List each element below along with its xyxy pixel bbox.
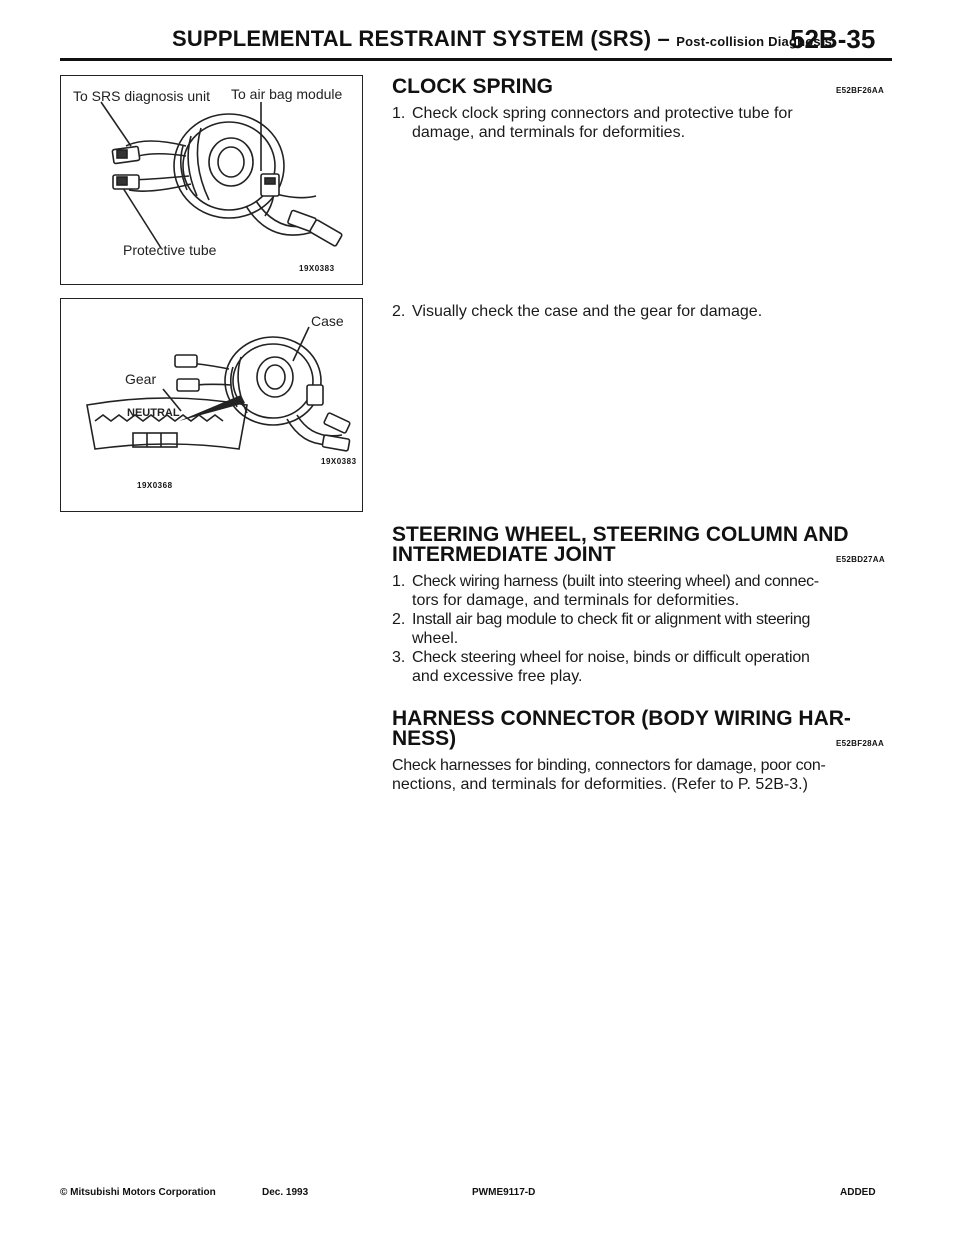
footer-status: ADDED xyxy=(840,1187,876,1198)
case-gear-illustration xyxy=(61,299,362,511)
figure-clock-spring-connectors xyxy=(60,75,363,285)
item-text: Visually check the case and the gear for damage. xyxy=(412,303,763,320)
figure-code-right: 19X0383 xyxy=(321,457,357,466)
item-text-line2: damage, and terminals for deformities. xyxy=(412,124,686,141)
item-text-line1: Check clock spring connectors and protective tube for xyxy=(412,105,793,122)
code-harness: E52BF28AA xyxy=(836,739,885,748)
page-number: 52B-35 xyxy=(790,24,876,54)
item-number: 1. xyxy=(392,573,406,590)
label-protective-tube: Protective tube xyxy=(123,242,217,258)
header-title-main: SUPPLEMENTAL RESTRAINT SYSTEM (SRS) – xyxy=(172,26,670,51)
label-to-srs-diagnosis-unit: To SRS diagnosis unit xyxy=(73,88,210,104)
label-neutral: NEUTRAL xyxy=(127,407,180,419)
figure-code: 19X0383 xyxy=(299,264,335,273)
item-text-line1: Install air bag module to check fit or alignment with steering xyxy=(412,611,811,628)
header-rule xyxy=(60,58,892,61)
heading-harness-line1: HARNESS CONNECTOR (BODY WIRING HAR- xyxy=(392,707,851,730)
harness-text-line1: Check harnesses for binding, connectors for damage, poor con- xyxy=(392,757,826,774)
heading-steering-line2: INTERMEDIATE JOINT xyxy=(392,543,616,566)
harness-text-line2: nections, and terminals for deformities. (Refer to P. 52B-3.) xyxy=(392,776,808,793)
item-text-line1: Check steering wheel for noise, binds or difficult operation xyxy=(412,649,810,666)
heading-steering-line1: STEERING WHEEL, STEERING COLUMN AND xyxy=(392,523,849,546)
code-steering: E52BD27AA xyxy=(836,555,885,564)
figure-code-left: 19X0368 xyxy=(137,481,173,490)
heading-harness-line2: NESS) xyxy=(392,727,457,750)
label-to-air-bag-module: To air bag module xyxy=(231,86,343,102)
heading-clock-spring: CLOCK SPRING xyxy=(392,75,554,98)
label-gear: Gear xyxy=(125,371,157,387)
header-title-sub: Post-collision Diagnosis xyxy=(676,34,833,49)
label-case: Case xyxy=(311,313,344,329)
item-number: 3. xyxy=(392,649,406,666)
item-number: 2. xyxy=(392,611,406,628)
page-header-title xyxy=(172,26,832,52)
item-text-line2: and excessive free play. xyxy=(412,668,583,685)
footer-date: Dec. 1993 xyxy=(262,1187,309,1198)
footer-document-number: PWME9117-D xyxy=(472,1187,536,1198)
item-text-line2: wheel. xyxy=(412,630,459,647)
code-clock-spring: E52BF26AA xyxy=(836,86,885,95)
footer-copyright: © Mitsubishi Motors Corporation xyxy=(60,1187,216,1198)
figure-case-and-gear xyxy=(60,298,363,512)
item-number: 2. xyxy=(392,303,406,320)
item-number: 1. xyxy=(392,105,406,122)
item-text-line1: Check wiring harness (built into steering wheel) and connec- xyxy=(412,573,819,590)
item-text-line2: tors for damage, and terminals for deformities. xyxy=(412,592,740,609)
